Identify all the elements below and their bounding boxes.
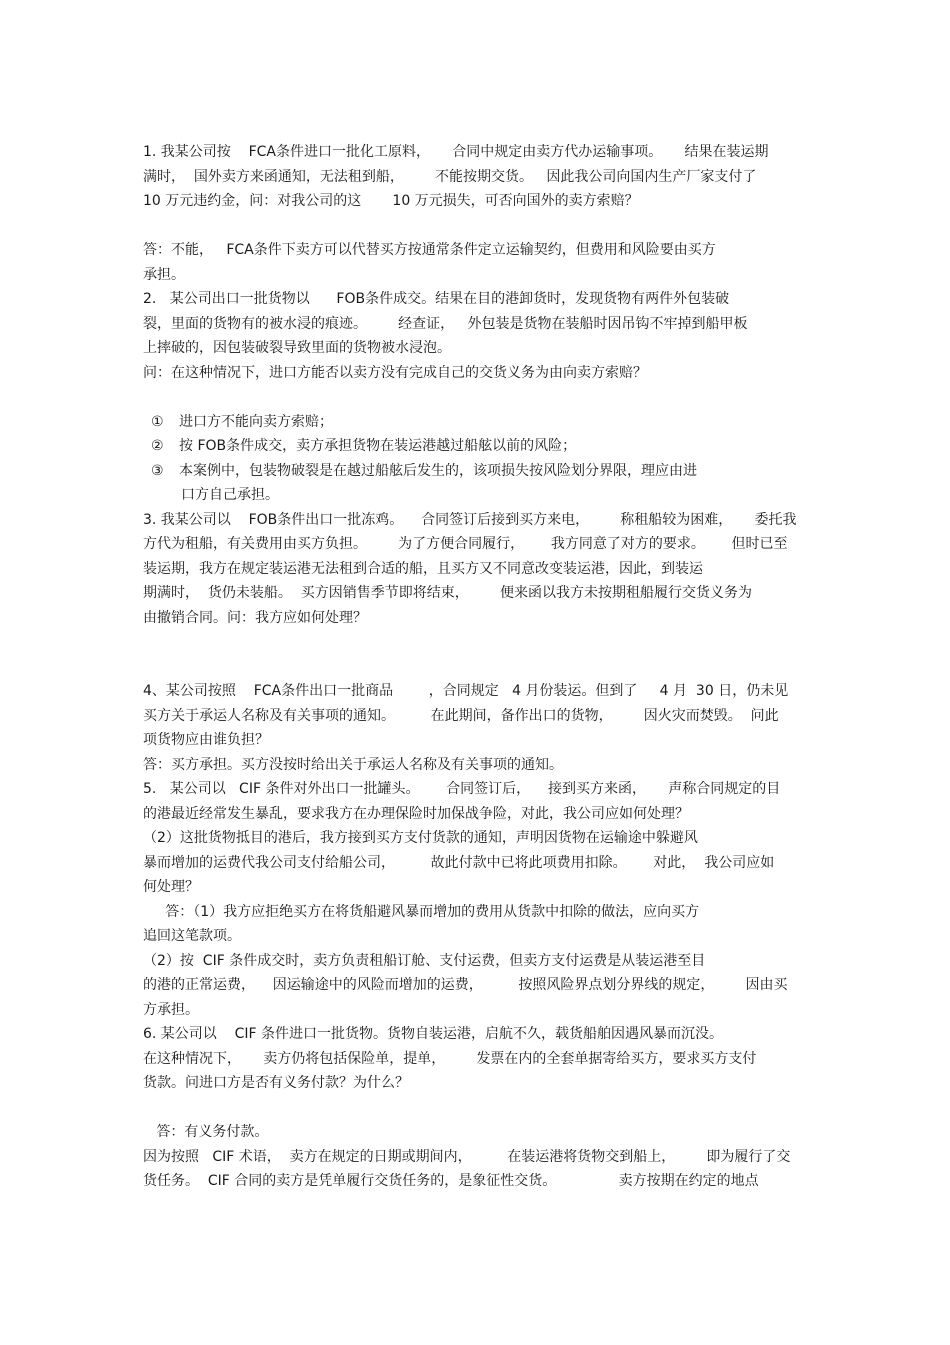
question-4-line: 买方关于承运人名称及有关事项的通知。 在此期间，备作出口的货物， 因火灾而焚毁。 问此 (143, 707, 779, 724)
question-6 (143, 1022, 813, 1096)
answer-4: 答：买方承担。买方没按时给出关于承运人名称及有关事项的通知。 (143, 756, 563, 773)
answer-2-list (143, 410, 813, 508)
question-5-line: 的港最近经常发生暴乱，要求我方在办理保险时加保战争险，对此，我公司应如何处理？ (143, 805, 689, 822)
question-1-line: 满时， 国外卖方来函通知，无法租到船， 不能按期交货。 因此我公司向国内生产厂家支付了 (143, 168, 757, 185)
list-item (151, 434, 813, 459)
question-4-line: 4、某公司按照 FCA条件出口一批商品 ，合同规定 4 月份装运。但到了 4 月 30 日，仍未见 (143, 683, 789, 699)
answer-5-line: （2）按 CIF 条件成交时，卖方负责租船订舱、支付运费，但卖方支付运费是从装运港至目 (143, 952, 706, 969)
question-3-line: 期满时， 货仍未装船。 买方因销售季节即将结束， 便来函以我方未按期租船履行交货义务为 (143, 585, 752, 601)
list-number: ② (151, 438, 164, 454)
answer-1-line: 承担。 (143, 266, 185, 283)
answer-1 (143, 238, 813, 287)
question-1 (143, 140, 813, 214)
answer-6-line: 答：有义务付款。 (143, 1124, 269, 1140)
answer-5-line: 答：（1）我方应拒绝买方在将货船避风暴而增加的费用从货款中扣除的做法，应向买方 (143, 903, 700, 920)
question-6-line: 在这种情况下， 卖方仍将包括保险单，提单， 发票在内的全套单据寄给买方，要求买方支付 (143, 1050, 757, 1067)
spacer (143, 214, 813, 239)
spacer (143, 385, 813, 410)
question-5-line: 何处理？ (143, 879, 199, 895)
list-item (151, 410, 813, 435)
question-5-line: 暴而增加的运费代我公司支付给船公司， 故此付款中已将此项费用扣除。 对此， 我公司应如 (143, 854, 775, 871)
spacer (143, 1096, 813, 1121)
question-2-line: 2. 某公司出口一批货物以 FOB条件成交。结果在目的港卸货时，发现货物有两件外包装破 (143, 291, 730, 307)
document-body (143, 140, 813, 1194)
list-text: 按 FOB条件成交，卖方承担货物在装运港越过船舷以前的风险； (179, 438, 577, 454)
spacer (143, 630, 813, 679)
list-number: ① (151, 413, 164, 430)
question-2-line: 问：在这种情况下，进口方能否以卖方没有完成自己的交货义务为由向卖方索赔？ (143, 364, 647, 381)
answer-1-line: 答：不能， FCA条件下卖方可以代替买方按通常条件定立运输契约，但费用和风险要由买方 (143, 242, 716, 258)
answer-6 (143, 1120, 813, 1194)
list-text: 进口方不能向卖方索赔； (179, 413, 333, 430)
question-2 (143, 287, 813, 385)
question-6-line: 6. 某公司以 CIF 条件进口一批货物。货物自装运港，启航不久，载货船舶因遇风暴而沉没。 (143, 1026, 724, 1042)
question-5-line: （2）这批货物抵目的港后，我方接到买方支付货款的通知，声明因货物在运输途中躲避风 (143, 830, 698, 846)
list-item (151, 459, 813, 484)
question-3-line: 3. 我某公司以 FOB条件出口一批冻鸡。 合同签订后接到买方来电， 称租船较为困难， 委托我 (143, 511, 797, 528)
question-4 (143, 679, 813, 777)
answer-5-line: 追回这笔款项。 (143, 928, 241, 944)
answer-5 (143, 900, 813, 1023)
list-text-continuation: 口方自己承担。 (181, 487, 279, 503)
answer-6-line: 因为按照 CIF 术语， 卖方在规定的日期或期间内， 在装运港将货物交到船上， 即为履行了交 (143, 1148, 791, 1165)
list-number: ③ (151, 462, 164, 479)
question-5 (143, 777, 813, 900)
question-2-line: 上摔破的，因包装破裂导致里面的货物被水浸泡。 (143, 340, 451, 356)
answer-5-line: 的港的正常运费， 因运输途中的风险而增加的运费， 按照风险界点划分界线的规定， 因由买 (143, 977, 788, 993)
question-5-line: 5. 某公司以 CIF 条件对外出口一批罐头。 合同签订后， 接到买方来函， 声称合同规定的目 (143, 781, 781, 797)
question-2-line: 裂，里面的货物有的被水浸的痕迹。 经查证， 外包装是货物在装船时因吊钩不牢掉到船甲板 (143, 315, 748, 332)
question-1-line: 10 万元违约金，问：对我公司的这 10 万元损失，可否向国外的卖方索赔？ (143, 193, 639, 209)
question-4-line: 项货物应由谁负担？ (143, 732, 269, 748)
answer-5-line: 方承担。 (143, 1001, 199, 1018)
question-3 (143, 508, 813, 631)
question-3-line: 方代为租船，有关费用由买方负担。 为了方便合同履行， 我方同意了对方的要求。 但时已至 (143, 536, 788, 552)
question-1-line: 1. 我某公司按 FCA条件进口一批化工原料， 合同中规定由卖方代办运输事项。 结果在装运期 (143, 144, 769, 160)
question-6-line: 货款。问进口方是否有义务付款？为什么？ (143, 1075, 409, 1091)
question-3-line: 由撤销合同。问：我方应如何处理？ (143, 609, 367, 626)
question-3-line: 装运期，我方在规定装运港无法租到合适的船，且买方又不同意改变装运港，因此，到装运 (143, 560, 703, 577)
list-text: 本案例中，包装物破裂是在越过船舷后发生的，该项损失按风险划分界限，理应由进 (179, 462, 697, 479)
answer-6-line: 货任务。 CIF 合同的卖方是凭单履行交货任务的，是象征性交货。 卖方按期在约定的地点 (143, 1173, 759, 1189)
